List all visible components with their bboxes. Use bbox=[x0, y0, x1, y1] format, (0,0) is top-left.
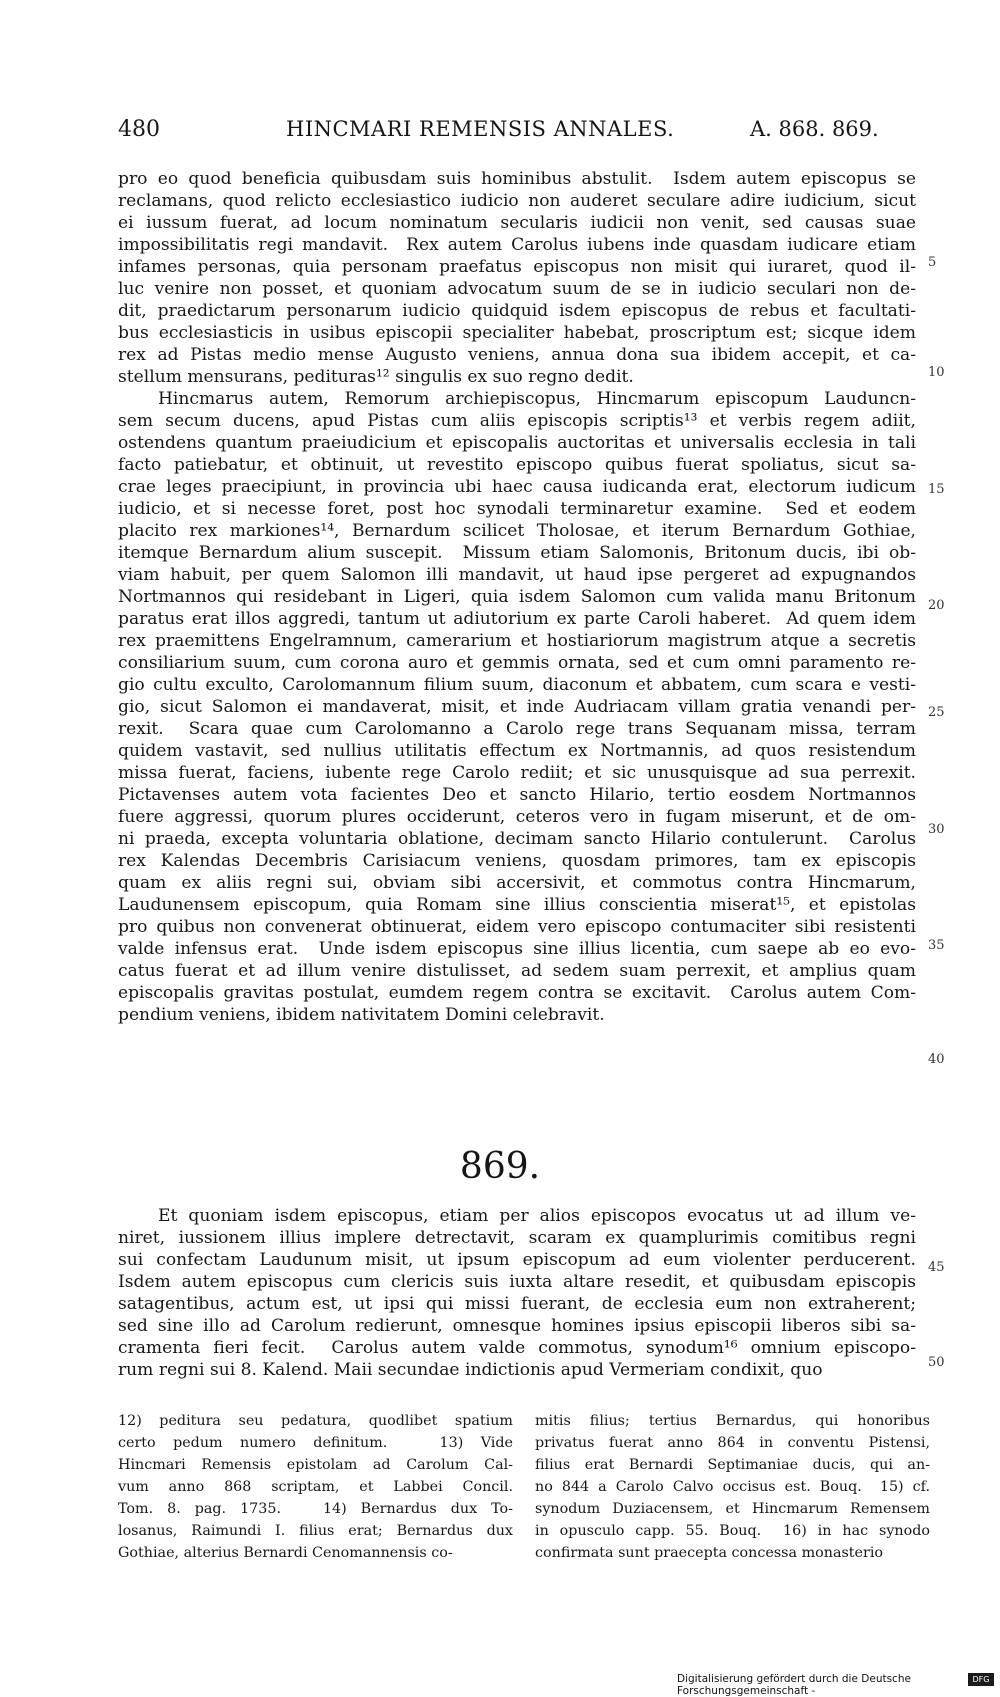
text-line: stellum mensurans, pedituras¹² singulis ex suo regno dedit. bbox=[118, 367, 634, 387]
text-line: consiliarium suum, cum corona auro et gemmis ornata, sed et cum omni paramento re- bbox=[118, 653, 916, 673]
text-line: Nortmannos qui residebant in Ligeri, quia isdem Salomon cum valida manu Britonum bbox=[118, 587, 916, 607]
text-line: ostendens quantum praeiudicium et episcopalis auctoritas et universalis ecclesia in tali bbox=[118, 433, 916, 453]
footnotes-right-column bbox=[535, 1410, 930, 1564]
text-line: Laudunensem episcopum, quia Romam sine illius conscientia miserat¹⁵, et epistolas bbox=[118, 895, 916, 915]
text-line: gio, sicut Salomon ei mandaverat, misit, et inde Audriacam villam gratia venandi per- bbox=[118, 697, 916, 717]
text-line: missa fuerat, faciens, iubente rege Carolo rediit; et sic unusquisque ad sua perrexit. bbox=[118, 763, 916, 783]
footnote-line: synodum Duziacensem, et Hincmarum Remensem bbox=[535, 1501, 930, 1517]
text-line: rex Kalendas Decembris Carisiacum veniens, quosdam primores, tam ex episcopis bbox=[118, 851, 916, 871]
text-line: valde infensus erat. Unde isdem episcopus sine illius licentia, cum saepe ab eo evo- bbox=[118, 939, 916, 959]
text-line: infames personas, quia personam praefatus episcopus non misit qui iuraret, quod il- bbox=[118, 257, 916, 277]
line-number: 45 bbox=[928, 1260, 945, 1275]
footnote-line: mitis filius; tertius Bernardus, qui honoribus bbox=[535, 1413, 930, 1429]
text-line: gio cultu exculto, Carolomannum filium suum, diaconum et abbatem, cum scara e vesti- bbox=[118, 675, 916, 695]
line-number: 30 bbox=[928, 822, 945, 837]
footnote-line: Gothiae, alterius Bernardi Cenomannensis co- bbox=[118, 1545, 453, 1561]
text-line: sui confectam Laudunum misit, ut ipsum episcopum ad eum violenter perducerent. bbox=[118, 1250, 916, 1270]
text-line: rex praemittens Engelramnum, camerarium et hostiariorum magistrum atque a secretis bbox=[118, 631, 916, 651]
footnote-line: privatus fuerat anno 864 in conventu Pistensi, bbox=[535, 1435, 930, 1451]
text-line: quam ex aliis regni sui, obviam sibi accersivit, et commotus contra Hincmarum, bbox=[118, 873, 916, 893]
text-line: ni praeda, excepta voluntaria oblatione, decimam sancto Hilario contulerunt. Carolus bbox=[118, 829, 916, 849]
dfg-logo: DFG bbox=[968, 1673, 994, 1686]
line-number: 10 bbox=[928, 365, 945, 380]
text-line: placito rex markiones¹⁴, Bernardum scilicet Tholosae, et iterum Bernardum Gothiae, bbox=[118, 521, 916, 541]
text-line: sed sine illo ad Carolum redierunt, omnesque homines ipsius episcopii liberos sibi sa- bbox=[118, 1316, 916, 1336]
text-line: satagentibus, actum est, ut ipsi qui missi fuerant, de ecclesia eum non extraherent; bbox=[118, 1294, 916, 1314]
running-header bbox=[118, 117, 918, 153]
footnote-line: no 844 a Carolo Calvo occisus est. Bouq. 15) cf. bbox=[535, 1479, 930, 1495]
text-line: niret, iussionem illius implere detrectavit, scaram ex quamplurimis comitibus regni bbox=[118, 1228, 916, 1248]
text-line: fuere aggressi, quorum plures occiderunt, ceteros vero in fugam miserunt, et de om- bbox=[118, 807, 916, 827]
footnote-line: Hincmari Remensis epistolam ad Carolum Cal- bbox=[118, 1457, 513, 1473]
footnotes-left-column bbox=[118, 1410, 513, 1564]
text-line: quidem vastavit, sed nullius utilitatis effectum ex Nortmannis, ad quos resistendum bbox=[118, 741, 916, 761]
text-line: Isdem autem episcopus cum clericis suis iuxta altare resedit, et quibusdam episcopis bbox=[118, 1272, 916, 1292]
text-line: dit, praedictarum personarum iudicio quidquid isdem episcopus de rebus et facultati- bbox=[118, 301, 916, 321]
page-number: 480 bbox=[118, 117, 160, 142]
footnote-line: Tom. 8. pag. 1735. 14) Bernardus dux To- bbox=[118, 1501, 513, 1517]
text-line: crae leges praecipiunt, in provincia ubi haec causa iudicanda erat, electorum iudicum bbox=[118, 477, 916, 497]
text-line: rex ad Pistas medio mense Augusto veniens, annua dona sua ibidem accepit, et ca- bbox=[118, 345, 916, 365]
running-title: HINCMARI REMENSIS ANNALES. bbox=[286, 117, 675, 141]
text-line: pendium veniens, ibidem nativitatem Domini celebravit. bbox=[118, 1005, 605, 1025]
year-heading: 869. bbox=[459, 1146, 541, 1187]
text-line: ei iussum fuerat, ad locum nominatum secularis iudicii non venit, sed causas suae bbox=[118, 213, 916, 233]
footnote-line: confirmata sunt praecepta concessa monasterio bbox=[535, 1545, 884, 1561]
line-number: 5 bbox=[928, 255, 937, 270]
text-line: Pictavenses autem vota facientes Deo et sancto Hilario, tertio eosdem Nortmannos bbox=[118, 785, 916, 805]
line-number: 50 bbox=[928, 1355, 945, 1370]
digitization-credit: Digitalisierung gefördert durch die Deutsche Forschungsgemeinschaft - bbox=[677, 1673, 911, 1697]
text-line: pro eo quod beneficia quibusdam suis hominibus abstulit. Isdem autem episcopus se bbox=[118, 169, 916, 189]
text-line: bus ecclesiasticis in usibus episcopii specialiter habebat, proscriptum est; sicque idem bbox=[118, 323, 916, 343]
text-line: catus fuerat et ad illum venire distulisset, ad sedem suam perrexit, et amplius quam bbox=[118, 961, 916, 981]
text-line: viam habuit, per quem Salomon illi mandavit, ut haud ipse pergeret ad expugnandos bbox=[118, 565, 916, 585]
line-number: 15 bbox=[928, 482, 945, 497]
footnote-line: certo pedum numero definitum. 13) Vide bbox=[118, 1435, 513, 1451]
text-line: Et quoniam isdem episcopus, etiam per alios episcopos evocatus ut ad illum ve- bbox=[158, 1206, 916, 1226]
line-number: 20 bbox=[928, 598, 945, 613]
text-line: rexit. Scara quae cum Carolomanno a Carolo rege trans Sequanam missa, terram bbox=[118, 719, 916, 739]
text-line: sem secum ducens, apud Pistas cum aliis episcopis scriptis¹³ et verbis regem adiit, bbox=[118, 411, 916, 431]
footnote-line: filius erat Bernardi Septimaniae ducis, qui an- bbox=[535, 1457, 930, 1473]
line-number: 40 bbox=[928, 1052, 945, 1067]
footnote-line: 12) peditura seu pedatura, quodlibet spatium bbox=[118, 1413, 513, 1429]
text-line: impossibilitatis regi mandavit. Rex autem Carolus iubens inde quasdam iudicare etiam bbox=[118, 235, 916, 255]
text-line: reclamans, quod relicto ecclesiastico iudicio non auderet seculare adire iudicium, sicut bbox=[118, 191, 916, 211]
line-number: 35 bbox=[928, 938, 945, 953]
text-line: iudicio, et si necesse foret, post hoc synodali terminaretur examine. Sed et eodem bbox=[118, 499, 916, 519]
footnote-line: losanus, Raimundi I. filius erat; Bernardus dux bbox=[118, 1523, 513, 1539]
footnote-line: in opusculo capp. 55. Bouq. 16) in hac synodo bbox=[535, 1523, 930, 1539]
running-year: A. 868. 869. bbox=[750, 117, 879, 141]
text-line: facto patiebatur, et obtinuit, ut revestito episcopo quibus fuerat spoliatus, sicut sa- bbox=[118, 455, 916, 475]
text-line: paratus erat illos aggredi, tantum ut adiutorium ex parte Caroli haberet. Ad quem idem bbox=[118, 609, 916, 629]
footnote-line: vum anno 868 scriptam, et Labbei Concil. bbox=[118, 1479, 513, 1495]
text-line: itemque Bernardum alium suscepit. Missum etiam Salomonis, Britonum ducis, ibi ob- bbox=[118, 543, 916, 563]
text-line: luc venire non posset, et quoniam advocatum suum de se in iudicio seculari non de- bbox=[118, 279, 916, 299]
text-line: cramenta fieri fecit. Carolus autem valde commotus, synodum¹⁶ omnium episcopo- bbox=[118, 1338, 916, 1358]
text-line: episcopalis gravitas postulat, eumdem regem contra se excitavit. Carolus autem Com- bbox=[118, 983, 916, 1003]
text-line: Hincmarus autem, Remorum archiepiscopus, Hincmarum episcopum Lauduncn- bbox=[158, 389, 916, 409]
line-number: 25 bbox=[928, 705, 945, 720]
text-line: pro quibus non convenerat obtinuerat, eidem vero episcopo contumaciter sibi resistenti bbox=[118, 917, 916, 937]
text-line: rum regni sui 8. Kalend. Maii secundae indictionis apud Vermeriam condixit, quo bbox=[118, 1360, 823, 1380]
